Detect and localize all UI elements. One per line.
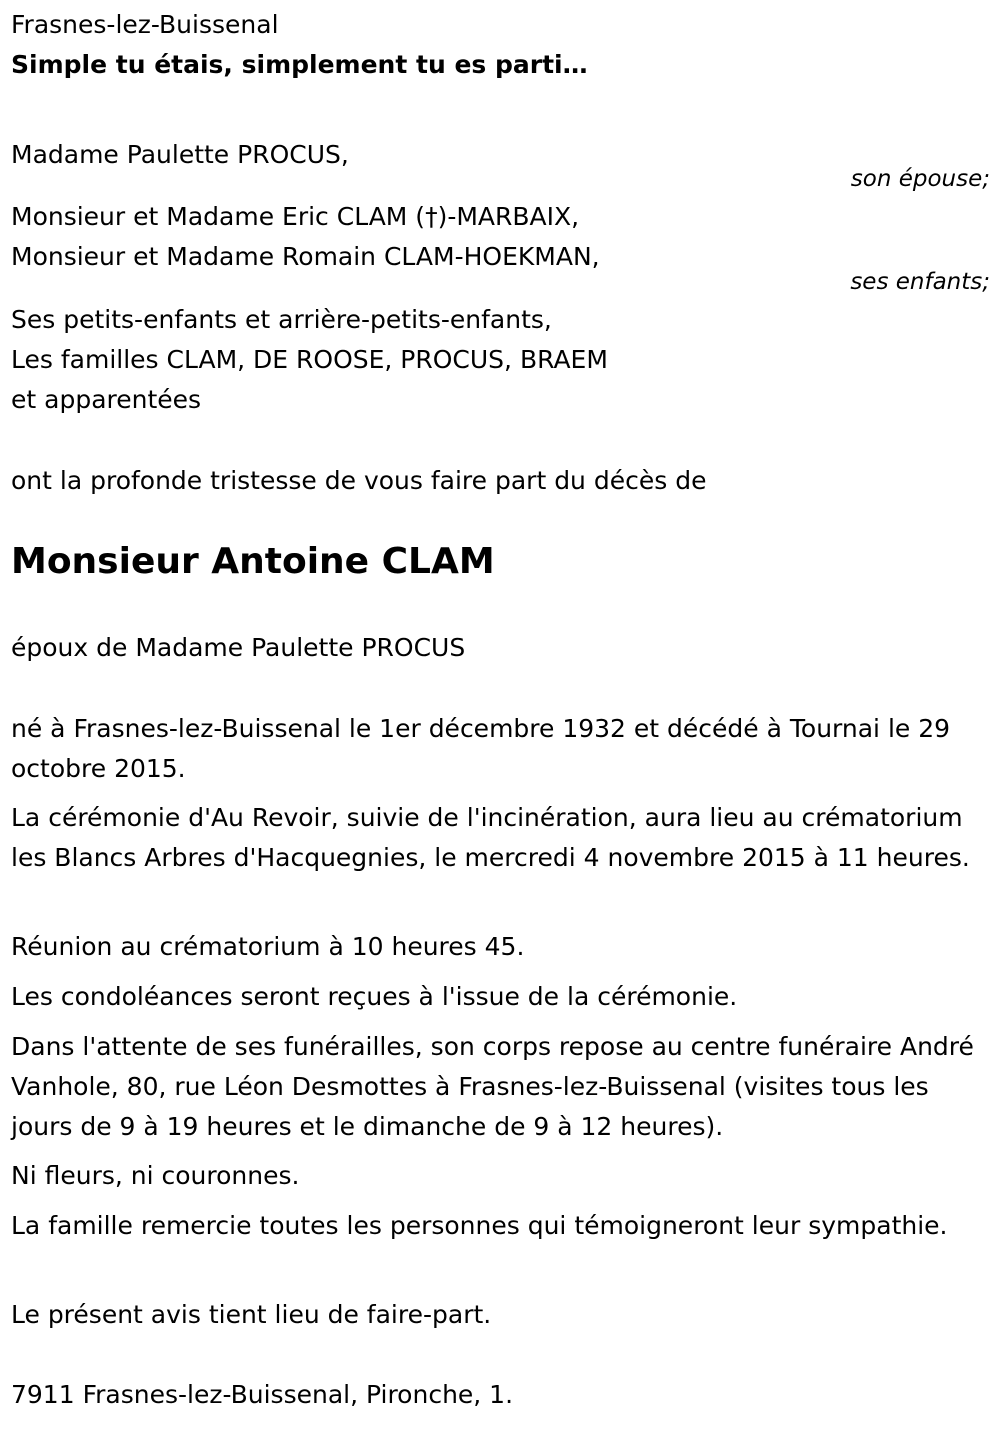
detail-ceremony: La cérémonie d'Au Revoir, suivie de l'incinération, aura lieu au crématorium les Blancs Arbres d'Hacquegnies, le mercredi 4 novembre 2015 à 11 heures. bbox=[11, 803, 970, 872]
announcement-text: ont la profonde tristesse de vous faire part du décès de bbox=[11, 466, 707, 495]
child-entry: Monsieur et Madame Romain CLAM-HOEKMAN, bbox=[11, 242, 600, 271]
relative-entry: Les familles CLAM, DE ROOSE, PROCUS, BRAEM bbox=[11, 345, 608, 374]
detail-birth-death: né à Frasnes-lez-Buissenal le 1er décembre 1932 et décédé à Tournai le 29 octobre 2015. bbox=[11, 714, 951, 783]
address bbox=[11, 1375, 986, 1415]
header bbox=[11, 5, 986, 85]
detail-no-flowers: Ni fleurs, ni couronnes. bbox=[11, 1161, 300, 1190]
spouse-of bbox=[11, 628, 986, 668]
spouse-name: Madame Paulette PROCUS, bbox=[11, 140, 349, 169]
detail-funeral-home: Dans l'attente de ses funérailles, son corps repose au centre funéraire André Vanhole, 80, rue Léon Desmottes à Frasnes-lez-Buissenal (visites tous les jours de 9 à 19 heures et le dimanche de 9 à 12 heures). bbox=[11, 1032, 974, 1141]
town-label: Frasnes-lez-Buissenal bbox=[11, 10, 279, 39]
motto: Simple tu étais, simplement tu es parti… bbox=[11, 50, 588, 79]
children-role: ses enfants; bbox=[850, 269, 990, 295]
detail-notice: Le présent avis tient lieu de faire-part. bbox=[11, 1300, 492, 1329]
detail-condolences: Les condoléances seront reçues à l'issue de la cérémonie. bbox=[11, 982, 738, 1011]
detail-thanks: La famille remercie toutes les personnes qui témoigneront leur sympathie. bbox=[11, 1211, 948, 1240]
spouse-of-text: époux de Madame Paulette PROCUS bbox=[11, 633, 466, 662]
deceased-name: Monsieur Antoine CLAM bbox=[11, 541, 495, 582]
address-text: 7911 Frasnes-lez-Buissenal, Pironche, 1. bbox=[11, 1380, 514, 1409]
child-entry: Monsieur et Madame Eric CLAM (†)-MARBAIX, bbox=[11, 202, 580, 231]
other-relatives bbox=[11, 300, 986, 420]
relative-entry: Ses petits-enfants et arrière-petits-enfants, bbox=[11, 305, 552, 334]
announcement bbox=[11, 461, 986, 501]
spouse-role: son épouse; bbox=[850, 166, 990, 192]
spouse-line bbox=[11, 135, 986, 175]
children-list bbox=[11, 197, 986, 277]
detail-meeting: Réunion au crématorium à 10 heures 45. bbox=[11, 932, 525, 961]
relative-entry: et apparentées bbox=[11, 385, 202, 414]
